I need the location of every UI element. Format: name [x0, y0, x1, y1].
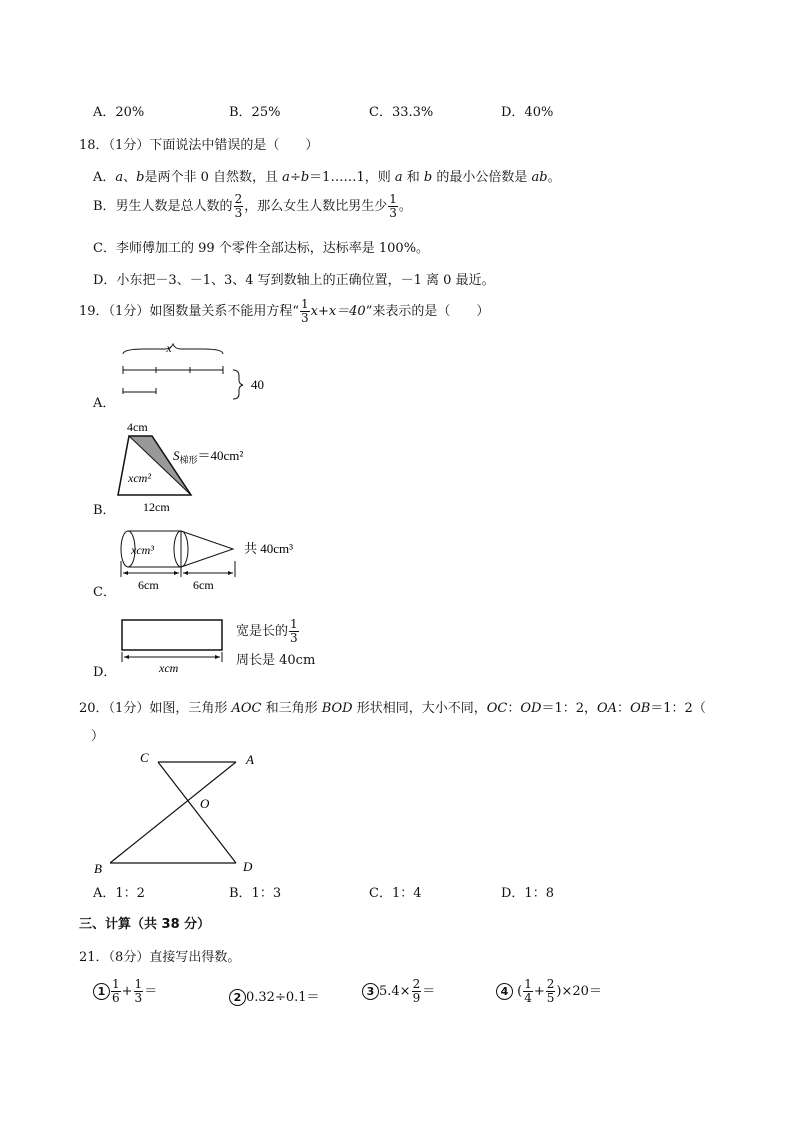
q19-label-a: A． — [93, 396, 116, 411]
fraction: $\frac{1}{3}$ — [389, 192, 397, 220]
fraction: $\frac{2}{9}$ — [412, 977, 421, 1005]
q20-option-a: A．1：2 — [93, 886, 145, 901]
number-4-icon: 4 — [496, 983, 513, 1000]
label-4cm: 4cm — [127, 420, 148, 434]
q20-stem-line2: ） — [91, 729, 105, 744]
rectangle — [122, 620, 222, 650]
point-o: O — [200, 796, 210, 811]
q20-option-b: B．1：3 — [229, 886, 282, 901]
label-x: x — [166, 341, 172, 355]
q20-stem: 20．（1分）如图，三角形 AOC 和三角形 BOD 形状相同，大小不同，OC：OD＝1：2，OA：OB＝1：2（ — [79, 701, 706, 716]
q19-label-b: B． — [93, 503, 116, 518]
fraction: $\frac{2}{3}$ — [234, 192, 243, 220]
q18-option-a: A．a、b是两个非 0 自然数，且 a÷b＝1……1，则 a 和 b 的最小公倍数是 ab。 — [93, 170, 561, 185]
brace-top — [123, 344, 223, 354]
q18-option-d: D．小东把－3、－1、3、4 写到数轴上的正确位置，－1 离 0 最近。 — [93, 273, 495, 288]
q17-option-d: D．40% — [501, 105, 554, 120]
fraction: $\frac{1}{3}$ — [290, 617, 298, 645]
q20-options — [0, 882, 794, 902]
fraction: $\frac{2}{5}$ — [546, 977, 555, 1005]
q19-d-perimeter-text: 周长是 40cm — [236, 653, 316, 668]
point-d: D — [243, 859, 253, 874]
q19-label-c: C． — [93, 585, 116, 600]
label-xcm: xcm — [159, 661, 179, 675]
label-6cm-b: 6cm — [193, 578, 214, 592]
segment-ab — [110, 762, 236, 863]
q19-label-d: D． — [93, 665, 117, 680]
number-2-icon: 2 — [229, 989, 246, 1006]
cone — [181, 531, 233, 567]
q20-figure — [88, 745, 268, 880]
q18-stem: 18．（1分）下面说法中错误的是（ ） — [79, 138, 319, 153]
number-1-icon: 1 — [93, 983, 110, 1000]
q19-figure-a — [115, 340, 285, 400]
q17-option-c: C．33.3% — [369, 105, 434, 120]
q21-item-1: 1 $\frac{1}{6}$ + $\frac{1}{3}$ ＝ — [93, 978, 157, 1005]
label-xcm2: xcm² — [128, 471, 151, 485]
label-40: 40 — [251, 377, 264, 392]
point-c: C — [140, 750, 149, 765]
q18-option-c: C．李师傅加工的 99 个零件全部达标，达标率是 100%。 — [93, 241, 430, 256]
shaded-triangle — [129, 436, 191, 495]
q21-item-2: 2 0.32÷0.1＝ — [229, 986, 320, 1006]
q17-option-b: B．25% — [229, 105, 281, 120]
q20-option-d: D．1：8 — [501, 886, 554, 901]
segment-cd — [158, 762, 236, 863]
q20-option-c: C．1：4 — [369, 886, 422, 901]
point-a: A — [246, 752, 254, 767]
label-12cm: 12cm — [143, 500, 170, 513]
q21-item-4: 4 ( $\frac{1}{4}$ + $\frac{2}{5}$ )×20＝ — [496, 978, 602, 1005]
q21-stem: 21．（8分）直接写出得数。 — [79, 950, 241, 965]
label-6cm-a: 6cm — [138, 578, 159, 592]
point-b: B — [94, 861, 102, 876]
number-3-icon: 3 — [362, 983, 379, 1000]
q17-options — [0, 101, 794, 121]
fraction: $\frac{1}{4}$ — [524, 977, 532, 1005]
fraction: $\frac{1}{3}$ — [300, 297, 309, 325]
q19-figure-c — [113, 527, 313, 597]
q19-figure-b — [113, 418, 263, 513]
q19-figure-d — [113, 612, 333, 680]
section-heading: 三、计算（共 38 分） — [79, 917, 211, 932]
fraction: $\frac{1}{6}$ — [112, 977, 120, 1005]
label-xcm3: xcm³ — [131, 543, 154, 557]
q19-stem: 19．（1分）如图数量关系不能用方程“ $\frac{1}{3}$ x+x＝40”来表示的是（ ） — [79, 297, 490, 325]
q21-item-3: 3 5.4× $\frac{2}{9}$ ＝ — [362, 978, 435, 1005]
q19-d-width-text: 宽是长的 $\frac{1}{3}$ — [236, 617, 298, 645]
q17-option-a: A．20% — [93, 105, 145, 120]
q18-option-b: B．男生人数是总人数的 $\frac{2}{3}$ ，那么女生人数比男生少 $\frac{1}{3}$ 。 — [93, 192, 412, 220]
brace-right — [233, 370, 243, 399]
fraction: $\frac{1}{3}$ — [134, 977, 143, 1005]
label-trapezoid-area: $S_{梯形}=40cm^2$ — [173, 448, 244, 465]
label-total-40cm3: 共 40cm³ — [244, 541, 294, 556]
